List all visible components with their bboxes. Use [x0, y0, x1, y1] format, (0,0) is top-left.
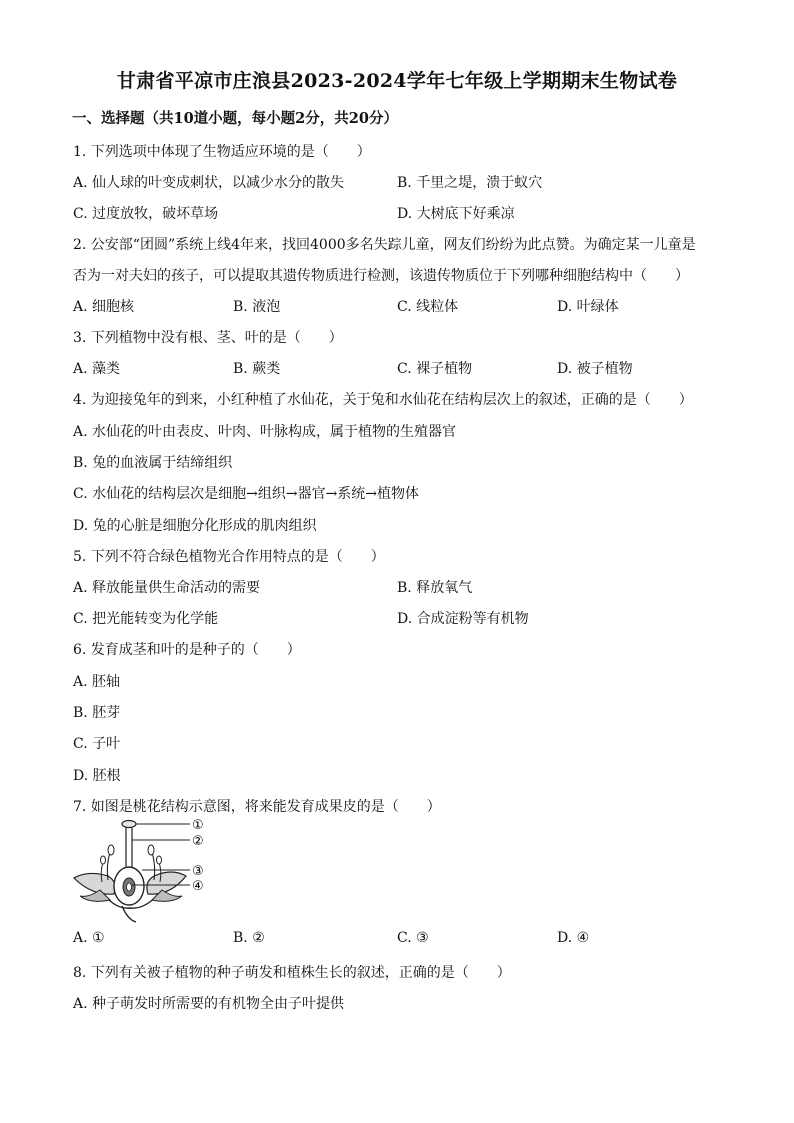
style-shape: [126, 827, 132, 870]
label-3: ③: [192, 864, 204, 879]
question-6-option-c: C. 子叶: [73, 736, 121, 752]
question-3-option-b: B. 蕨类: [233, 361, 281, 377]
question-4-option-b: B. 兔的血液属于结缔组织: [73, 455, 233, 471]
question-4-option-a: A. 水仙花的叶由表皮、叶肉、叶脉构成，属于植物的生殖器官: [73, 424, 457, 440]
question-3-option-a: A. 藻类: [73, 361, 121, 377]
question-8-stem: 8. 下列有关被子植物的种子萌发和植株生长的叙述，正确的是（ ）: [73, 965, 511, 981]
question-5-option-c: C. 把光能转变为化学能: [73, 611, 219, 627]
question-5-option-a: A. 释放能量供生命活动的需要: [73, 580, 261, 596]
question-1-option-b: B. 千里之堤，溃于蚁穴: [397, 175, 543, 191]
label-4: ④: [192, 879, 204, 894]
peach-flower-diagram: [70, 818, 210, 923]
right-anther-2-shape: [157, 856, 162, 864]
question-7-option-c: C. ③: [397, 930, 429, 946]
left-anther-2-shape: [101, 856, 106, 864]
question-1-option-c: C. 过度放牧，破坏草场: [73, 206, 219, 222]
exam-title: 甘肃省平凉市庄浪县2023-2024学年七年级上学期期末生物试卷: [116, 70, 678, 92]
question-7-option-d: D. ④: [557, 930, 590, 946]
section-heading: 一、选择题（共10道小题，每小题2分，共20分）: [72, 110, 398, 127]
right-anther-shape: [148, 845, 154, 855]
question-2-option-a: A. 细胞核: [73, 299, 135, 315]
stigma-shape: [122, 821, 136, 828]
question-1-stem: 1. 下列选项中体现了生物适应环境的是（ ）: [73, 144, 371, 160]
question-3-option-d: D. 被子植物: [557, 361, 633, 377]
question-7-stem: 7. 如图是桃花结构示意图，将来能发育成果皮的是（ ）: [73, 799, 441, 815]
question-4-option-c: C. 水仙花的结构层次是细胞→组织→器官→系统→植物体: [73, 486, 420, 502]
question-5-option-b: B. 释放氧气: [397, 580, 473, 596]
label-1: ①: [192, 818, 204, 833]
question-6-stem: 6. 发育成茎和叶的是种子的（ ）: [73, 642, 301, 658]
label-2: ②: [192, 834, 204, 849]
question-6-option-a: A. 胚轴: [73, 674, 121, 690]
question-2-option-b: B. 液泡: [233, 299, 281, 315]
question-5-option-d: D. 合成淀粉等有机物: [397, 611, 529, 627]
question-2-stem-line2: 否为一对夫妇的孩子，可以提取其遗传物质进行检测，该遗传物质位于下列哪种细胞结构中（ ）: [73, 268, 689, 284]
question-4-option-d: D. 兔的心脏是细胞分化形成的肌肉组织: [73, 518, 317, 534]
right-petal-shape: [147, 872, 186, 894]
question-7-option-b: B. ②: [233, 930, 265, 946]
question-6-option-b: B. 胚芽: [73, 705, 121, 721]
left-petal-shape: [74, 873, 115, 894]
question-3-option-c: C. 裸子植物: [397, 361, 473, 377]
question-1-option-a: A. 仙人球的叶变成刺状，以减少水分的散失: [73, 175, 345, 191]
question-3-stem: 3. 下列植物中没有根、茎、叶的是（ ）: [73, 330, 343, 346]
question-2-option-c: C. 线粒体: [397, 299, 459, 315]
question-7-option-a: A. ①: [73, 930, 105, 946]
left-anther-shape: [108, 845, 114, 855]
question-2-stem-line1: 2. 公安部“团圆”系统上线4年来，找回4000多名失踪儿童，网友们纷纷为此点赞。为确定某一儿童是: [73, 237, 696, 253]
question-5-stem: 5. 下列不符合绿色植物光合作用特点的是（ ）: [73, 549, 385, 565]
question-8-option-a: A. 种子萌发时所需要的有机物全由子叶提供: [73, 996, 345, 1012]
ovule-inner-shape: [127, 883, 132, 891]
question-4-stem: 4. 为迎接兔年的到来，小红种植了水仙花，关于兔和水仙花在结构层次上的叙述，正确的是（ ）: [73, 392, 693, 408]
question-2-option-d: D. 叶绿体: [557, 299, 619, 315]
question-6-option-d: D. 胚根: [73, 768, 121, 784]
question-1-option-d: D. 大树底下好乘凉: [397, 206, 515, 222]
peach-flower-svg: [70, 818, 210, 923]
